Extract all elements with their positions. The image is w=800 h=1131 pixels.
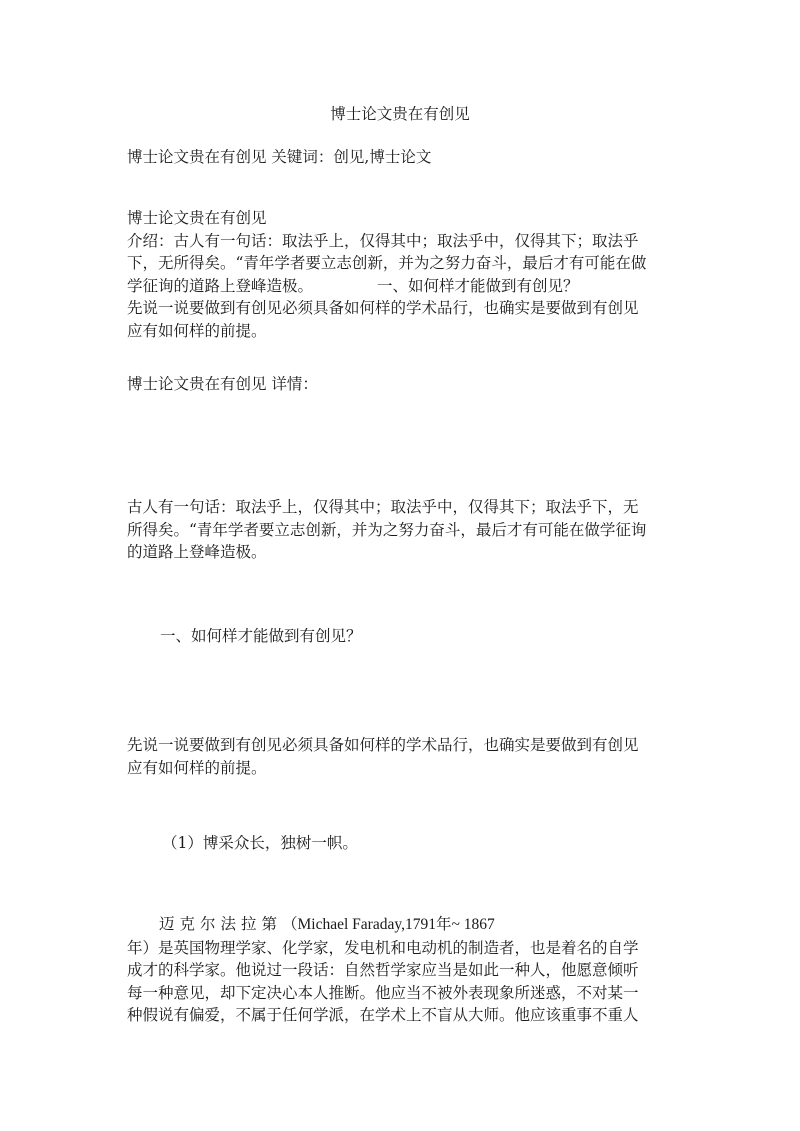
summary-line: 应有如何样的前提。 xyxy=(127,321,267,340)
paragraph-line: 成才的科学家。他说过一段话：自然哲学家应当是如此一种人，他愿意倾听 xyxy=(127,961,639,979)
paragraph-line: 应有如何样的前提。 xyxy=(127,758,267,777)
paragraph-line: 先说一说要做到有创见必须具备如何样的学术品行，也确实是要做到有创见 xyxy=(127,736,639,754)
paragraph-line: 每一种意见，却下定决心本人推断。他应当不被外表现象所迷惑，不对某一 xyxy=(127,983,639,1002)
paragraph-line: 古人有一句话：取法乎上，仅得其中；取法乎中，仅得其下；取法乎下，无 xyxy=(127,498,639,516)
keywords-line xyxy=(127,146,667,169)
paragraph-3 xyxy=(127,913,667,1027)
summary-line: 介绍：古人有一句话：取法乎上，仅得其中；取法乎中，仅得其下；取法乎 xyxy=(127,231,639,250)
paragraph-line: 的道路上登峰造极。 xyxy=(127,543,267,561)
paragraph-line xyxy=(127,913,667,937)
subheading-block xyxy=(162,832,702,855)
summary-heading: 博士论文贵在有创见 xyxy=(127,209,267,227)
summary-line: 先说一说要做到有创见必须具备如何样的学术品行，也确实是要做到有创见 xyxy=(127,299,639,317)
keywords-text: 博士论文贵在有创见 关键词：创见,博士论文 xyxy=(127,148,432,166)
paragraph-line: 种假说有偏爱，不属于任何学派，在学术上不盲从大师。他应该重事不重人 xyxy=(127,1006,639,1024)
details-label: 博士论文贵在有创见 详情： xyxy=(127,375,318,393)
document-title: 博士论文贵在有创见 xyxy=(330,105,470,123)
name-chinese: 迈克尔法拉第 xyxy=(159,915,283,933)
paragraph-2 xyxy=(127,734,667,779)
summary-line: 下，无所得矣。“青年学者要立志创新，并为之努力奋斗，最后才有可能在做 xyxy=(127,254,647,272)
paragraph-1 xyxy=(127,496,667,564)
paragraph-line: 年）是英国物理学家、化学家，发电机和电动机的制造者，也是着名的自学 xyxy=(127,938,639,957)
details-label-block xyxy=(127,373,667,396)
paragraph-line: 所得矣。“青年学者要立志创新，并为之努力奋斗，最后才有可能在做学征询 xyxy=(127,520,647,539)
subheading: （1）博采众长，独树一帜。 xyxy=(162,834,358,852)
summary-line xyxy=(127,275,667,298)
name-latin: （Michael Faraday,1791年~ 1867 xyxy=(282,916,495,933)
summary-line-part: 学征询的道路上登峰造极。 xyxy=(127,276,314,295)
summary-section-ref: 一、如何样才能做到有创见？ xyxy=(377,276,579,295)
summary-block xyxy=(127,207,667,342)
section-heading-block xyxy=(160,625,700,648)
section-heading: 一、如何样才能做到有创见？ xyxy=(160,627,362,645)
